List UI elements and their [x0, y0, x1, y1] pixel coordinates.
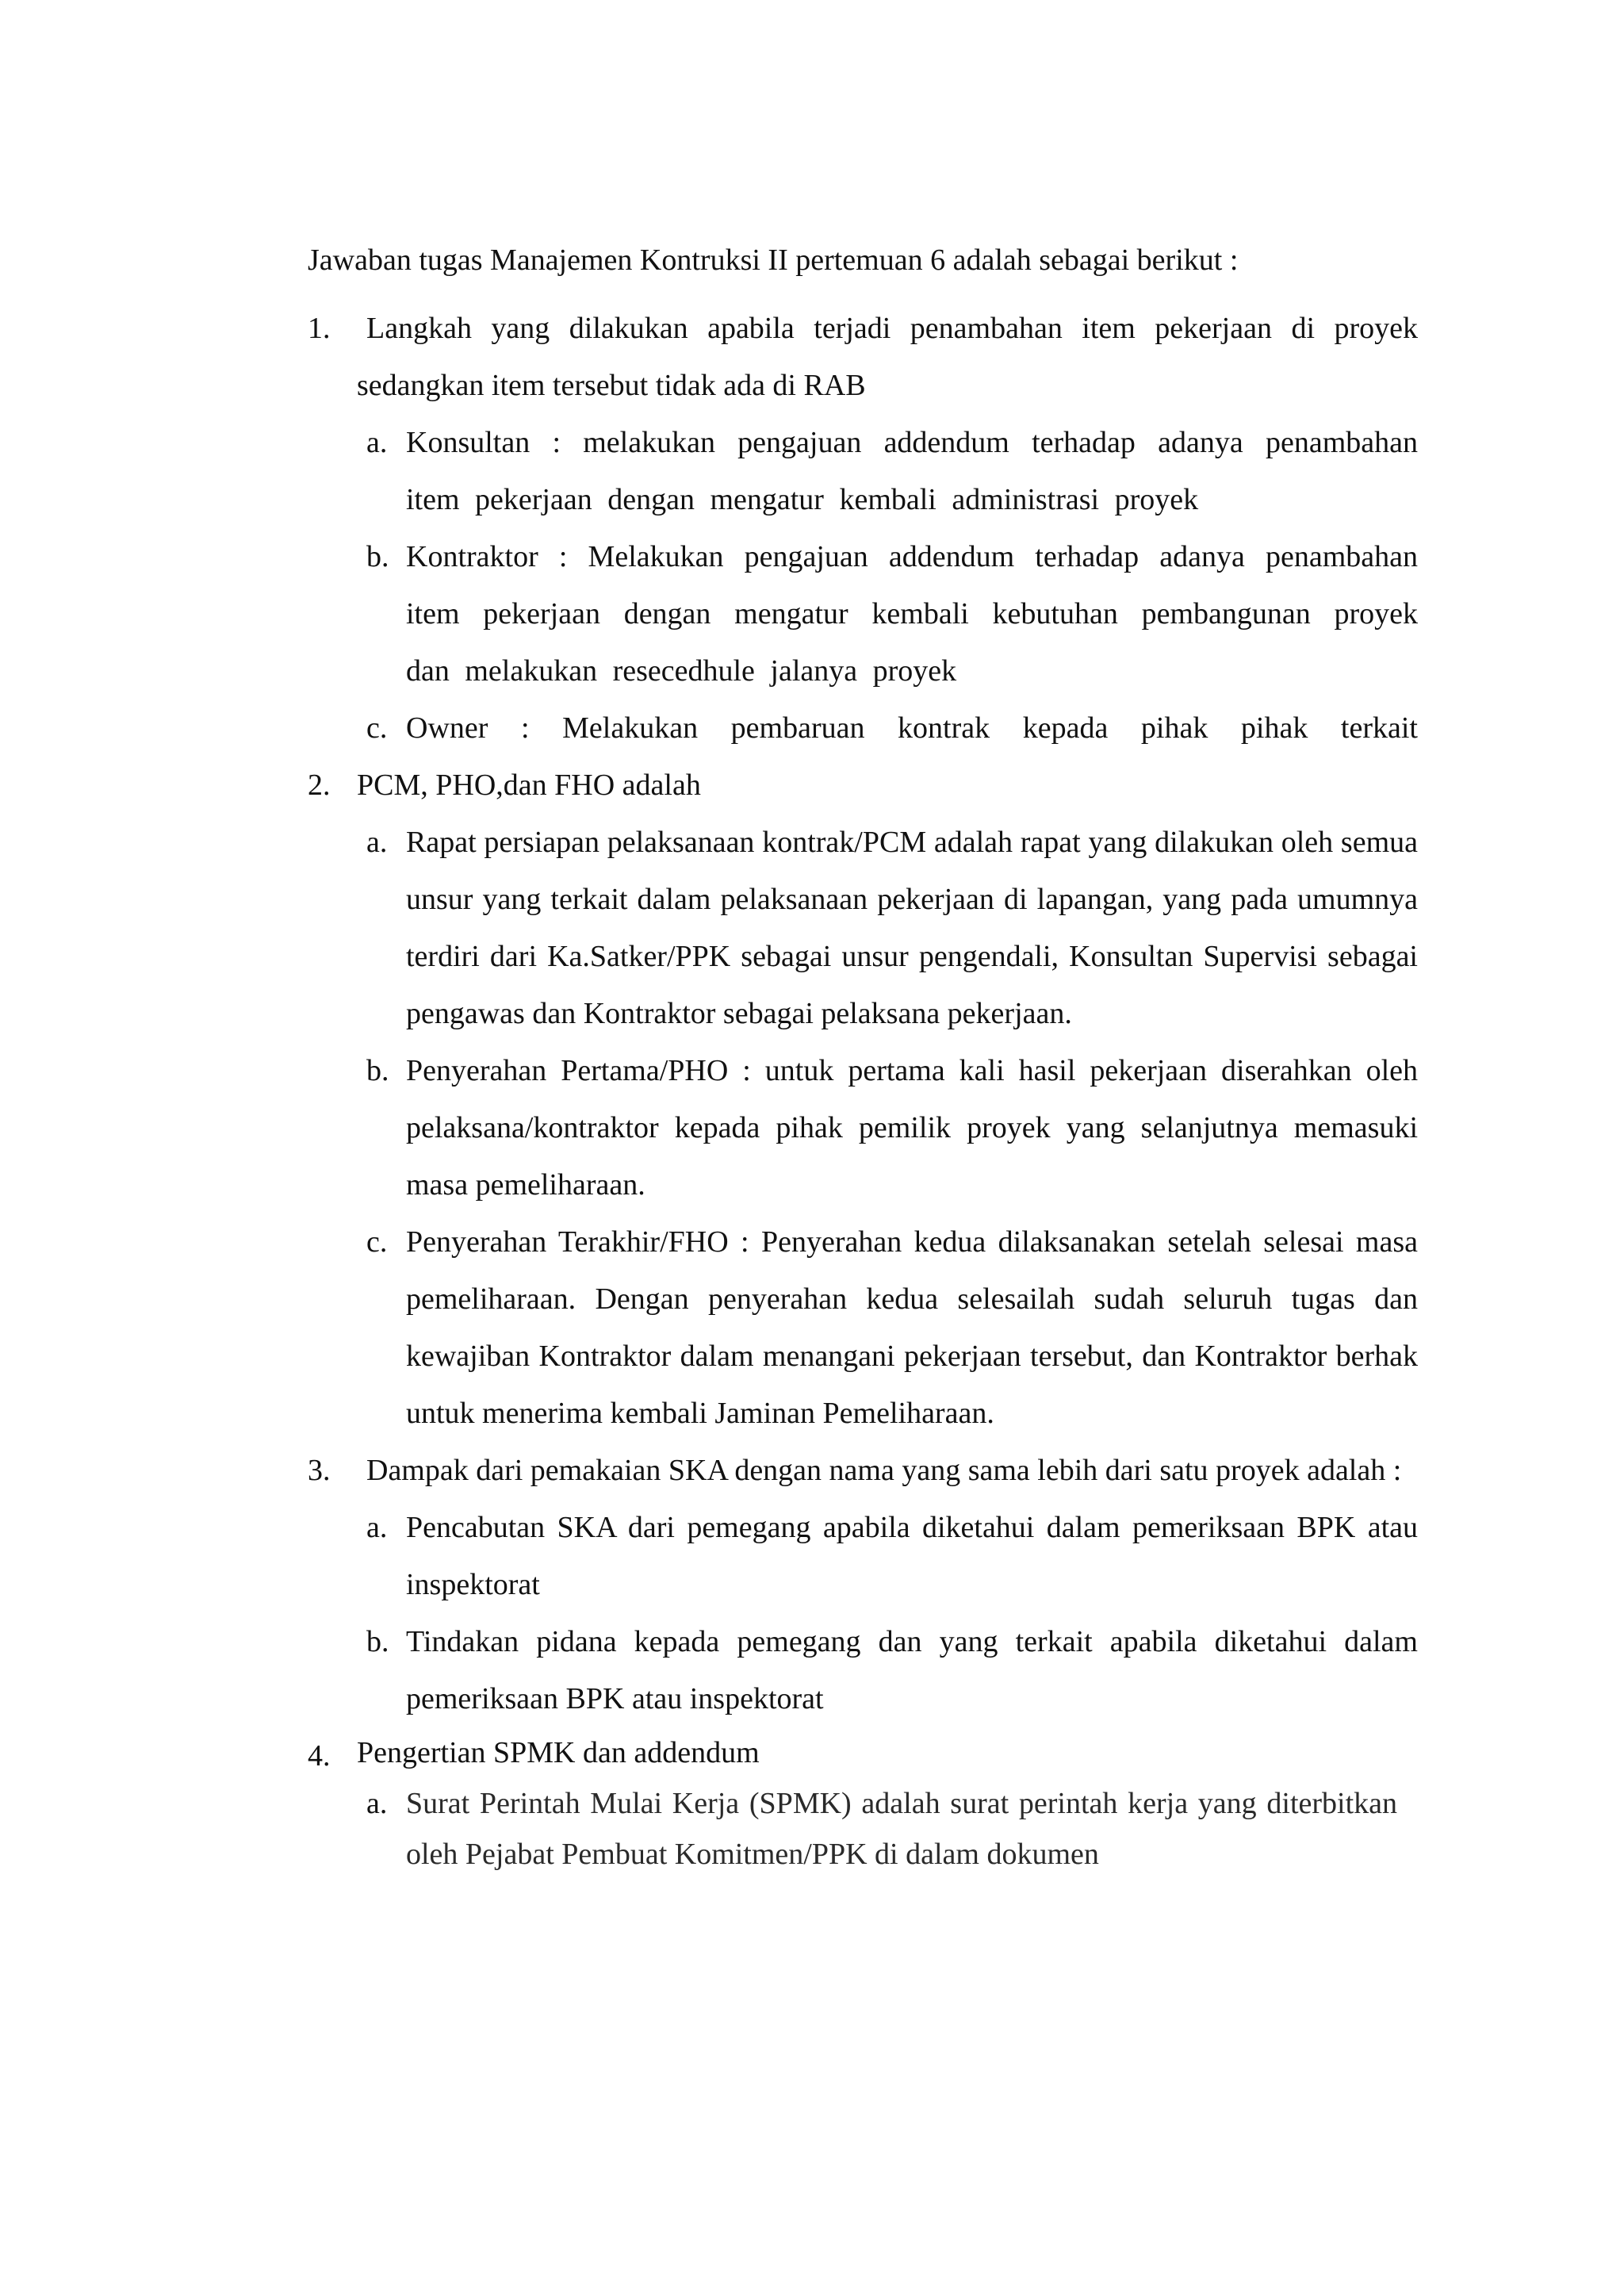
- sub-item-text: Owner : Melakukan pembaruan kontrak kepada pihak pihak terkait: [406, 711, 1418, 745]
- item-text: Langkah yang dilakukan apabila terjadi penambahan item pekerjaan di proyek sedangkan item tersebut tidak ada di RAB: [357, 312, 1418, 402]
- sub-item-text: Konsultan : melakukan pengajuan addendum terhadap adanya penambahan item pekerjaan dengan mengatur kembali administrasi proyek: [406, 426, 1418, 516]
- sub-item-letter: a.: [366, 826, 388, 859]
- sub-item-1b: [366, 528, 1418, 700]
- answer-list: [308, 300, 1418, 1880]
- sub-item-4a: [366, 1778, 1418, 1880]
- sub-item-letter: a.: [366, 1787, 388, 1820]
- item-text: Pengertian SPMK dan addendum: [357, 1736, 760, 1769]
- item-text: PCM, PHO,dan FHO adalah: [357, 769, 701, 802]
- sub-item-letter: b.: [366, 540, 389, 573]
- sub-item-2b: [366, 1042, 1418, 1213]
- item-number: 1.: [308, 312, 331, 345]
- sub-item-1a: [366, 414, 1418, 528]
- sub-item-text: Tindakan pidana kepada pemegang dan yang terkait apabila diketahui dalam pemeriksaan BPK atau inspektorat: [406, 1625, 1418, 1715]
- sub-item-text: Penyerahan Pertama/PHO : untuk pertama kali hasil pekerjaan diserahkan oleh pelaksana/kontraktor kepada pihak pemilik proyek yang selanjutnya memasuki masa pemeliharaan.: [406, 1054, 1418, 1202]
- sub-item-letter: a.: [366, 426, 388, 459]
- list-item-4: [308, 1727, 1418, 1778]
- item-number: 2.: [308, 769, 331, 802]
- sub-item-2a: [366, 814, 1418, 1042]
- sub-item-3b: [366, 1613, 1418, 1727]
- sub-item-text: Surat Perintah Mulai Kerja (SPMK) adalah surat perintah kerja yang diterbitkan oleh Pejabat Pembuat Komitmen/PPK di dalam dokumen: [406, 1787, 1397, 1871]
- sub-item-text: Pencabutan SKA dari pemegang apabila diketahui dalam pemeriksaan BPK atau inspektorat: [406, 1511, 1418, 1601]
- sub-item-text: Kontraktor : Melakukan pengajuan addendum terhadap adanya penambahan item pekerjaan dengan mengatur kembali kebutuhan pembangunan proyek dan melakukan resecedhule jalanya proyek: [406, 540, 1418, 688]
- document-intro: Jawaban tugas Manajemen Kontruksi II pertemuan 6 adalah sebagai berikut :: [308, 243, 1239, 277]
- sub-item-letter: b.: [366, 1054, 389, 1087]
- list-item-1: [308, 300, 1418, 414]
- item-text: Dampak dari pemakaian SKA dengan nama yang sama lebih dari satu proyek adalah :: [366, 1454, 1402, 1487]
- list-item-3: [308, 1442, 1418, 1499]
- sub-item-3a: [366, 1499, 1418, 1613]
- list-item-2: [308, 757, 1418, 814]
- item-number: 4.: [308, 1739, 331, 1773]
- sub-item-letter: c.: [366, 1225, 388, 1259]
- sub-item-text: Penyerahan Terakhir/FHO : Penyerahan kedua dilaksanakan setelah selesai masa pemeliharaan. Dengan penyerahan kedua selesailah sudah seluruh tugas dan kewajiban Kontraktor dalam menangani pekerjaan tersebut, dan Kontraktor berhak untuk menerima kembali Jaminan Pemeliharaan.: [406, 1225, 1418, 1430]
- sub-item-letter: c.: [366, 711, 388, 745]
- sub-item-letter: a.: [366, 1511, 388, 1544]
- sub-item-letter: b.: [366, 1625, 389, 1658]
- item-number: 3.: [308, 1454, 331, 1487]
- sub-item-2c: [366, 1213, 1418, 1442]
- sub-item-text: Rapat persiapan pelaksanaan kontrak/PCM adalah rapat yang dilakukan oleh semua unsur yang terkait dalam pelaksanaan pekerjaan di lapangan, yang pada umumnya terdiri dari Ka.Satker/PPK sebagai unsur pengendali, Konsultan Supervisi sebagai pengawas dan Kontraktor sebagai pelaksana pekerjaan.: [406, 826, 1418, 1030]
- sub-item-1c: [366, 700, 1418, 757]
